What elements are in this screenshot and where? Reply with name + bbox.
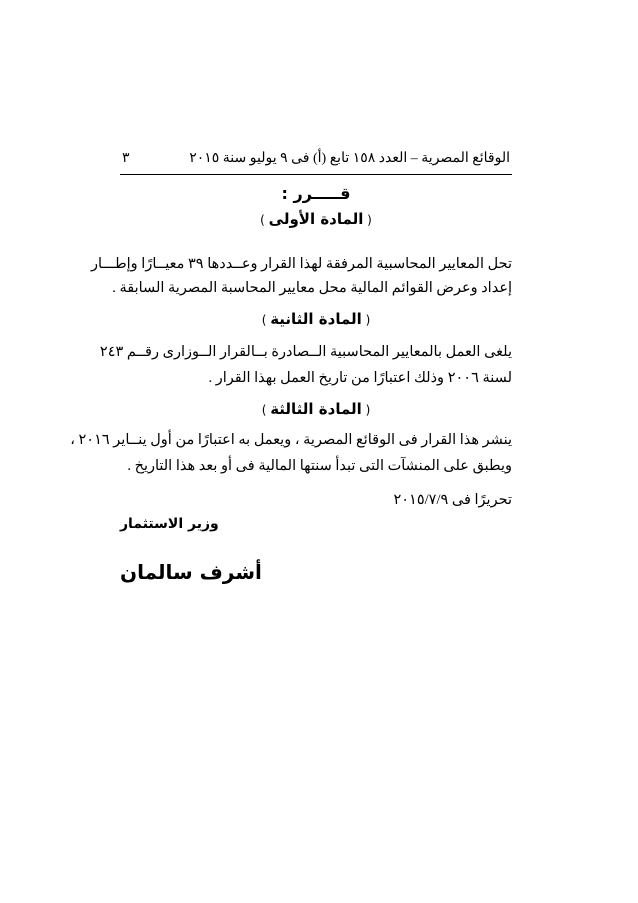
article-2-line-2: لسنة ٢٠٠٦ وذلك اعتبارًا من تاريخ العمل بهذا القرار . xyxy=(208,370,512,386)
article-3-heading-text: المادة الثالثة xyxy=(270,400,362,418)
article-3-line-2: ويطبق على المنشآت التى تبدأ سنتها المالية فى أو بعد هذا التاريخ . xyxy=(127,458,512,474)
article-3-line-1: ينشر هذا القرار فى الوقائع المصرية ، ويعمل به اعتبارًا من أول ينــاير ٢٠١٦ ، xyxy=(70,432,512,448)
page-header xyxy=(120,140,512,175)
article-1-line-2: إعداد وعرض القوائم المالية محل معايير المحاسبة المصرية السابقة . xyxy=(112,280,512,296)
date-line: تحريرًا فى ٢٠١٥/٧/٩ xyxy=(393,492,512,508)
article-2-line-1: يلغى العمل بالمعايير المحاسبية الــصادرة بــالقرار الــوزارى رقــم ٢٤٣ xyxy=(99,344,512,360)
article-1-line-1: تحل المعايير المحاسبية المرفقة لهذا القرار وعــددها ٣٩ معيــارًا وإطـــار xyxy=(90,256,512,272)
page-number: ٣ xyxy=(122,151,130,166)
article-1-heading: ( المادة الأولى ) xyxy=(260,210,372,228)
article-2-heading: ( المادة الثانية ) xyxy=(261,310,371,328)
article-3-heading: ( المادة الثالثة ) xyxy=(261,400,371,418)
signature-title: وزير الاستثمار xyxy=(120,516,219,532)
signature-name: أشرف سالمان xyxy=(120,560,262,584)
article-1-heading-text: المادة الأولى xyxy=(268,210,364,228)
header-title: الوقائع المصرية – العدد ١٥٨ تابع (أ) فى ٩ يوليو سنة ٢٠١٥ xyxy=(189,151,510,166)
article-2-heading-text: المادة الثانية xyxy=(270,310,362,328)
decision-title: قـــــرر : xyxy=(281,184,351,203)
